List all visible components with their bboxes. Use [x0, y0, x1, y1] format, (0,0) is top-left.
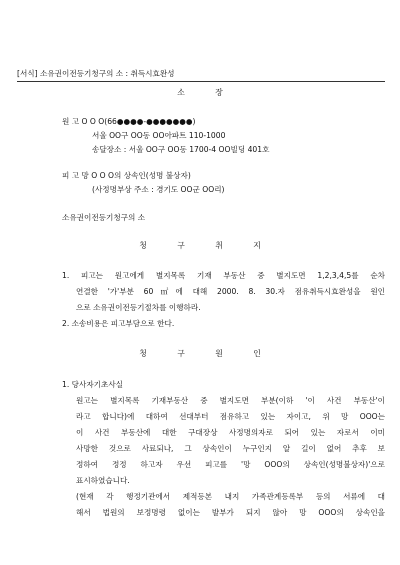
title-underline: [17, 81, 385, 82]
claim-item-1-line-1: 1. 피고는 원고에게 별지목록 기재 부동산 중 별지도면 1,2,3,4,5를 순차: [62, 271, 385, 280]
claim-item-1-line-2: 연결한 '가'부분 60㎡에 대해 2000. 8. 30.자 점유취득시효완성을 원인: [76, 287, 385, 296]
paragraph-1-line-6: 표시하였습니다.: [76, 476, 130, 485]
paragraph-1-line-4: 사망한 것으로 사료되나, 그 상속인이 누구인지 알 길이 없어 추후 보: [76, 444, 385, 453]
section-1-title: 1. 당사자기초사실: [62, 380, 124, 389]
complaint-heading: 소 장: [177, 88, 237, 97]
claim-item-1-line-3: 으로 소유권이전등기절차를 이행하라.: [76, 303, 201, 312]
reason-heading: 청 구 원 인: [139, 349, 275, 358]
paragraph-1-line-1: 원고는 별지목록 기재부동산 중 별지도면 부분(이하 '이 사건 부동산'이: [76, 396, 385, 405]
paragraph-1-line-5: 정하여 정정 하고자 우선 피고를 '망 OOO의 상속인(성명불상자)'으로: [76, 460, 385, 469]
plaintiff-address: 서울 OO구 OO동 OO아파트 110-1000: [92, 131, 226, 140]
paragraph-2-line-2: 해서 법원의 보정명령 없이는 발부가 되지 않아 망 OOO의 상속인을: [76, 508, 385, 517]
defendant-last-address: (사정명부상 주소 : 경기도 OO군 OO리): [92, 185, 225, 194]
case-name: 소유권이전등기청구의 소: [62, 213, 146, 222]
paragraph-1-line-2: 라고 합니다)에 대하여 선대부터 점유하고 있는 자이고, 위 망 OOO는: [76, 412, 385, 421]
paragraph-1-line-3: 이 사건 부동산에 대한 구대장상 사정명의자로 되어 있는 자로서 이미: [76, 428, 385, 437]
paragraph-2-line-1: (현재 각 행정기관에서 제적등본 내지 가족관계등록부 등의 서류에 대: [76, 492, 385, 501]
claim-item-2: 2. 소송비용은 피고부담으로 한다.: [62, 319, 175, 328]
plaintiff-service-address: 송달장소 : 서울 OO구 OO동 1700-4 OO빌딩 401호: [92, 145, 270, 154]
plaintiff-line: 원 고 O O O(66●●●●-●●●●●●●): [62, 117, 196, 126]
claim-heading: 청 구 취 지: [139, 241, 275, 250]
defendant-line: 피 고 망 O O O의 상속인(성명 불상자): [62, 171, 191, 180]
form-title: [서식] 소유권이전등기청구의 소 : 취득시효완성: [17, 69, 175, 78]
